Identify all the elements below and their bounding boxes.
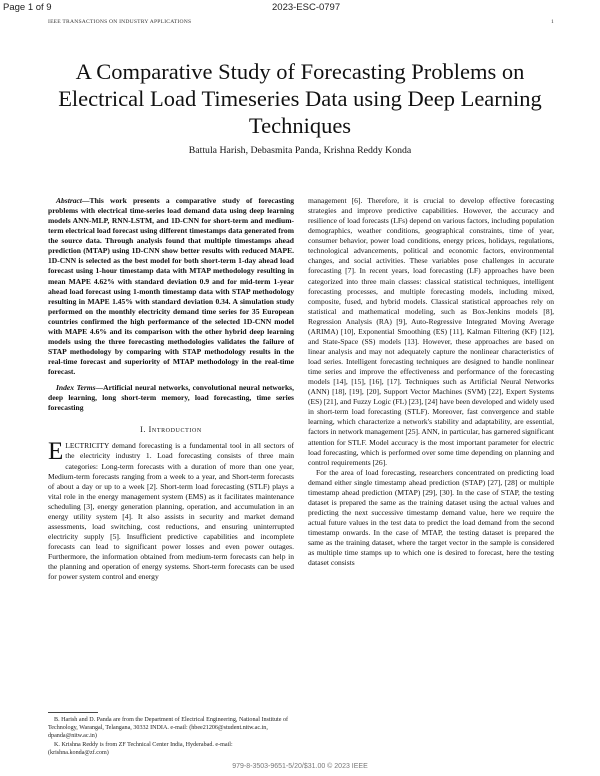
index-terms-text: —Artificial neural networks, convolutional neural networks, deep learning, long short-term memory, load forecasting, time series forecasting — [48, 383, 294, 413]
copyright-line: 979-8-3503-9651-5/20/$31.00 © 2023 IEEE — [232, 763, 368, 770]
abstract-text: —This work presents a comparative study of forecasting problems with electrical time-series load demand data using deep learning models ANN-MLP, RNN-LSTM, and 1D-CNN for short-term and medium-term electrical load forecast using different timestamps data generated from the source data. Through analysis found that multiple timestamps ahead prediction (MTAP) using 1D-CNN show better results with reduced MAPE. 1D-CNN is selected as the best model for both short-term 1-day ahead load forecast using 1-hour timestamp data with MTAP methodology resulting in mean MAPE 4.62% with standard deviation 0.9 and for mid-term 1-year ahead load forecast using 1-month timestamp data with STAP methodology resulting in MAPE 1.45% with standard deviation 0.34. A simulation study performed on the monthly electricity demand time series for 35 European countries confirmed the high performance of the selected 1D-CNN model with MAPE 4.6% and its comparison with the other hybrid deep learning models using the three forecasting methodologies validates the failure of STAP methodology by comparing with STAP methodology results in the real-time forecast and superiority of MTAP methodology in the real-time forecast. — [48, 196, 294, 377]
index-terms — [48, 383, 294, 413]
pdf-viewer-bar — [0, 0, 600, 16]
journal-name: IEEE TRANSACTIONS ON INDUSTRY APPLICATIONS — [48, 19, 192, 25]
section-heading-introduction: I. Introduction — [140, 425, 202, 435]
abstract-label: Abstract — [56, 196, 82, 205]
intro-paragraph-text: LECTRICITY demand forecasting is a fundamental tool in all sectors of the electricity industry 1. Load forecasting consists of three main categories: Long-term forecasts with a duration of more than one year, Medium-term forecasts ranging from a week to a year, and Short-term forecasts of about a day or up to a week [2]. Short-term load forecasting (STLF) plays a vital role in the energy management system (EMS) as it facilitates maintenance scheduling [3], energy generation planning, operation, and accumulation in an energy utility system [4]. It also assists in security and market demand assessments, load switching, cost reductions, and ensuring uninterrupted electricity supply [5]. Insufficient predictive capabilities and incomplete forecasts can lead to significant power losses and even power outages. Furthermore, the information obtained from medium-term forecasts can help in the planning and operation of energy systems. Short-term forecasts can be used for power system control and energy — [48, 441, 294, 582]
page-indicator: Page 1 of 9 — [3, 2, 52, 13]
paper-title: A Comparative Study of Forecasting Problems on Electrical Load Timeseries Data using Deep Learning Techniques — [58, 59, 542, 138]
footnote-rule — [48, 712, 98, 713]
body-paragraph-2: For the area of load forecasting, researchers concentrated on predicting load demand either single timestamp ahead prediction (STAP) [27], [28] or multiple timestamp ahead prediction (MTAP) [29], [30]. In the case of STAP, the testing dataset is prepared the same as the training dataset using the actual values and predicting the next successive timestamp demand value, here we require the actual future values in the test data to predict the load demand from the second timestamp onwards. In the case of MTAP, the testing dataset is prepared the same as the training dataset, where the target vector in the sample is considered as multiple time stamps up to which one is desired to forecast, here the testing dataset consists — [308, 467, 554, 568]
footnote-2: K. Krishna Reddy is from ZF Technical Center India, Hyderabad. e-mail: (krishna.konda@zf.com) — [48, 741, 233, 756]
index-terms-label: Index Terms — [56, 383, 96, 393]
dropcap: E — [48, 438, 64, 466]
manuscript-id: 2023-ESC-0797 — [272, 2, 341, 13]
author-list: Battula Harish, Debasmita Panda, Krishna Reddy Konda — [188, 145, 412, 156]
running-header — [48, 19, 554, 25]
footnotes — [48, 716, 294, 757]
abstract — [48, 196, 294, 377]
footnote-1: B. Harish and D. Panda are from the Department of Electrical Engineering, National Institute of Technology, Warangal, Telangana, 30332 INDIA. e-mail: (hbee21206@student.nitw.ac.in, dpanda@nitw.ac.in) — [48, 717, 289, 740]
left-column — [48, 196, 294, 582]
intro-paragraph — [48, 438, 294, 582]
header-page-number: 1 — [551, 19, 554, 25]
right-column — [308, 196, 554, 568]
body-paragraph-1: management [6]. Therefore, it is crucial to develop effective forecasting strategies and improve predictive capabilities. However, the accuracy and resilience of load forecasts (LFs) depend on various factors, including population demographics, weather conditions, geographical constraints, time of year, consumer behavior, power load conditions, energy prices, holidays, regulations, technological advancements, political and economic factors, environmental changes, and social activities. These variables pose challenges in accurate forecasting [7]. In recent years, load forecasting (LF) approaches have been categorized into three main classes: classical statistical techniques, intelligent forecasting processes, and multiple forecasting models, including mixed, composite, fused, and hybrid models. Classical statistical approaches rely on statistical and mathematical modeling, such as Box-Jenkins models [8], Regression Analysis (RA) [9], Auto-Regressive Integrated Moving Average (ARIMA) [10], Exponential Smoothing (ES) [11], Kalman Filtering (KF) [12], and State-Space (SS) models [13]. However, these approaches are based on linear analysis and may not adequately capture the nonlinear characteristics of load series. Intelligent forecasting techniques are designed to handle nonlinear time series and improve the effectiveness and performance of the forecasting models [14], [15], [16], [17]. Techniques such as Artificial Neural Networks (ANN) [18], [19], [20], Support Vector Machines (SVM) [22], Expert Systems (ES) [21], and Fuzzy Logic (FL) [23], [24] have been developed and widely used in short-term load forecasting (STLF). Moreover, fast convergence and stable learning, which characterize a network's stability and adaptability, are essential, factors in network management [25]. ANN, in particular, has garnered significant attention for STLF. Model accuracy is the most important parameter for electric load forecasting, which is performed over some time depending on planning and control requirements [26]. — [308, 196, 554, 467]
